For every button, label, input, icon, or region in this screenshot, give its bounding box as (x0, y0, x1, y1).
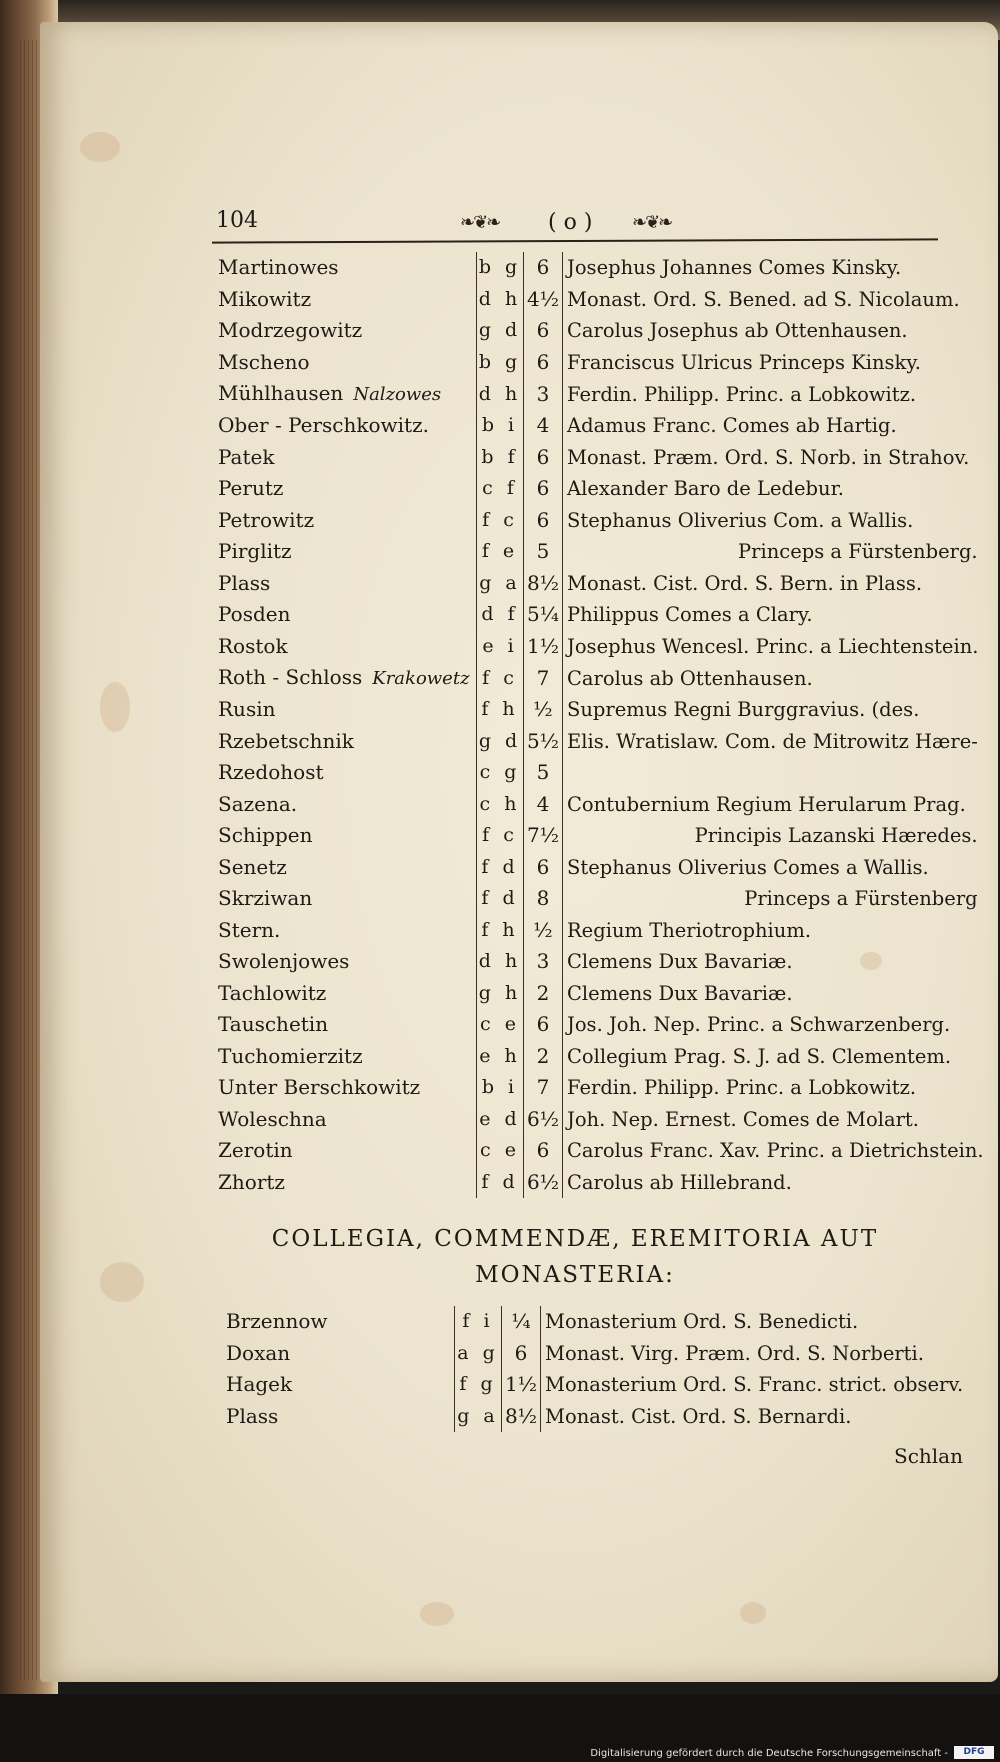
map-code: b i (477, 1072, 524, 1104)
place-name-text: Tuchomierzitz (218, 1043, 363, 1068)
distance-value: 4½ (524, 284, 563, 316)
owner-name: Monast. Præm. Ord. S. Norb. in Strahov. (567, 445, 970, 469)
table-row (214, 378, 984, 410)
map-code: f i (455, 1306, 502, 1338)
monasteries-table (222, 1306, 963, 1432)
place-name-text: Rostok (218, 633, 288, 658)
register-table (214, 252, 984, 1198)
place-name: Doxan (226, 1340, 291, 1365)
table-row (222, 1338, 963, 1370)
place-name-text: Perutz (218, 476, 284, 501)
table-row (214, 347, 984, 379)
distance-value: 6 (524, 252, 563, 284)
place-name-text: Skrziwan (218, 886, 313, 911)
map-code: e h (477, 1041, 524, 1073)
distance-value: 8½ (502, 1401, 541, 1433)
owner-name: Josephus Johannes Comes Kinsky. (567, 256, 902, 280)
map-code: b f (477, 442, 524, 474)
place-name (214, 568, 477, 600)
owner-name: Carolus ab Ottenhausen. (567, 666, 813, 690)
owner-name: Josephus Wencesl. Princ. a Liechtenstein. (567, 634, 979, 658)
owner-name: Carolus Franc. Xav. Princ. a Dietrichstein. (567, 1139, 984, 1163)
header-mark: ( o ) (548, 210, 593, 235)
map-code: c e (477, 1009, 524, 1041)
place-name (214, 726, 477, 758)
distance-value: 1½ (502, 1369, 541, 1401)
place-name (214, 410, 477, 442)
place-name: Brzennow (226, 1309, 328, 1334)
table-row (214, 315, 984, 347)
table-row (214, 946, 984, 978)
place-name-text: Mikowitz (218, 286, 312, 311)
place-name (214, 883, 477, 915)
table-row (214, 473, 984, 505)
distance-value: 6 (524, 1135, 563, 1167)
place-name (214, 852, 477, 884)
map-code: f c (477, 505, 524, 537)
distance-value: 7 (524, 662, 563, 694)
place-name-text: Zerotin (218, 1138, 293, 1163)
place-name-text: Roth - Schloss (218, 665, 363, 689)
distance-value: 6 (524, 473, 563, 505)
place-name: Plass (226, 1403, 279, 1428)
map-code: d h (477, 378, 524, 410)
dfg-logo: DFG (954, 1746, 994, 1759)
place-name (214, 1135, 477, 1167)
section-title-line1: COLLEGIA, COMMENDÆ, EREMITORIA AUT (271, 1226, 879, 1252)
place-name-text: Rzebetschnik (218, 728, 354, 753)
distance-value: 6½ (524, 1104, 563, 1136)
place-name (214, 978, 477, 1010)
catchword: Schlan (894, 1444, 963, 1468)
place-name (214, 946, 477, 978)
place-name (214, 284, 477, 316)
distance-value: 6 (524, 1009, 563, 1041)
place-name-text: Ober - Perschkowitz. (218, 413, 429, 438)
map-code: d h (477, 946, 524, 978)
owner-name: Stephanus Oliverius Com. a Wallis. (567, 508, 914, 532)
table-row (214, 726, 984, 758)
distance-value: 4 (524, 410, 563, 442)
place-name-text: Tachlowitz (218, 980, 327, 1005)
place-name-text: Zhortz (218, 1169, 285, 1194)
place-name (214, 1041, 477, 1073)
table-row (214, 599, 984, 631)
map-code: g d (477, 315, 524, 347)
map-code: f h (477, 694, 524, 726)
place-name (214, 757, 477, 789)
place-name (214, 1104, 477, 1136)
owner-name: Clemens Dux Bavariæ. (567, 950, 793, 974)
owner-name: Carolus ab Hillebrand. (567, 1170, 792, 1194)
distance-value: ½ (524, 694, 563, 726)
distance-value: 8½ (524, 568, 563, 600)
place-name (214, 473, 477, 505)
distance-value: 6½ (524, 1167, 563, 1199)
owner-name: Ferdin. Philipp. Princ. a Lobkowitz. (567, 382, 917, 406)
dfg-credit: Digitalisierung gefördert durch die Deutsche Forschungsgemeinschaft - (590, 1748, 948, 1759)
map-code: c e (477, 1135, 524, 1167)
map-code: f e (477, 536, 524, 568)
table-row (214, 505, 984, 537)
distance-value: 2 (524, 978, 563, 1010)
place-name (214, 315, 477, 347)
owner-name: Elis. Wratislaw. Com. de Mitrowitz Hære- (567, 729, 978, 753)
place-name-text: Unter Berschkowitz (218, 1075, 421, 1100)
place-name-text: Plass (218, 570, 271, 595)
place-name-text: Sazena. (218, 791, 298, 816)
table-row (222, 1401, 963, 1433)
place-name-text: Tauschetin (218, 1012, 329, 1037)
distance-value: 7½ (524, 820, 563, 852)
distance-value: 7 (524, 1072, 563, 1104)
distance-value: 5¼ (524, 599, 563, 631)
map-code: c f (477, 473, 524, 505)
place-name (214, 1009, 477, 1041)
distance-value: ½ (524, 915, 563, 947)
owner-name: Contubernium Regium Herularum Prag. (567, 792, 966, 816)
table-row (222, 1306, 963, 1338)
distance-value: ¼ (502, 1306, 541, 1338)
section-title-line2: MONASTERIA: (475, 1262, 675, 1288)
place-alt-name: Nalzowes (353, 384, 442, 405)
owner-name (563, 757, 984, 789)
table-row (214, 915, 984, 947)
distance-value: 6 (502, 1338, 541, 1370)
distance-value: 6 (524, 852, 563, 884)
place-name-text: Posden (218, 602, 291, 627)
distance-value: 6 (524, 315, 563, 347)
map-code: c g (477, 757, 524, 789)
place-name (214, 347, 477, 379)
table-row (214, 694, 984, 726)
table-row (214, 1167, 984, 1199)
distance-value: 5 (524, 536, 563, 568)
map-code: f h (477, 915, 524, 947)
owner-name: Monast. Cist. Ord. S. Bernardi. (545, 1404, 852, 1428)
table-row (214, 852, 984, 884)
place-name (214, 694, 477, 726)
table-row (214, 789, 984, 821)
place-name-text: Mscheno (218, 349, 310, 374)
owner-name: Principis Lazanski Hæredes. (694, 824, 978, 848)
header-ornament-right: ❧❦❧ (632, 212, 672, 233)
owner-name: Stephanus Oliverius Comes a Wallis. (567, 855, 929, 879)
map-code: d h (477, 284, 524, 316)
place-name-text: Pirglitz (218, 539, 292, 564)
owner-name: Clemens Dux Bavariæ. (567, 981, 793, 1005)
owner-name: Alexander Baro de Ledebur. (567, 477, 844, 501)
place-name-text: Senetz (218, 854, 287, 879)
place-name-text: Rusin (218, 697, 276, 722)
table-row (214, 442, 984, 474)
place-name (214, 505, 477, 537)
map-code: a g (455, 1338, 502, 1370)
map-code: c h (477, 789, 524, 821)
owner-name: Monasterium Ord. S. Benedicti. (545, 1310, 859, 1334)
map-code: f d (477, 883, 524, 915)
place-name-text: Petrowitz (218, 507, 315, 532)
place-name-text: Martinowes (218, 255, 339, 280)
table-row (214, 820, 984, 852)
page-number: 104 (216, 208, 258, 233)
table-row (214, 978, 984, 1010)
table-row (214, 568, 984, 600)
owner-name: Joh. Nep. Ernest. Comes de Molart. (567, 1107, 919, 1131)
table-row (214, 757, 984, 789)
table-row (214, 883, 984, 915)
place-name (214, 789, 477, 821)
distance-value: 6 (524, 505, 563, 537)
map-code: g a (455, 1401, 502, 1433)
owner-name: Franciscus Ulricus Princeps Kinsky. (567, 350, 921, 374)
distance-value: 4 (524, 789, 563, 821)
map-code: g h (477, 978, 524, 1010)
table-row (214, 536, 984, 568)
place-name (214, 378, 477, 410)
table-row (214, 1135, 984, 1167)
distance-value: 6 (524, 442, 563, 474)
owner-name: Monast. Cist. Ord. S. Bern. in Plass. (567, 571, 923, 595)
table-row (214, 1104, 984, 1136)
place-name (214, 1072, 477, 1104)
place-name: Hagek (226, 1372, 293, 1397)
table-row (214, 1009, 984, 1041)
map-code: f d (477, 852, 524, 884)
table-row (214, 252, 984, 284)
distance-value: 8 (524, 883, 563, 915)
owner-name: Princeps a Fürstenberg. (738, 540, 978, 564)
place-name-text: Modrzegowitz (218, 318, 363, 343)
map-code: e d (477, 1104, 524, 1136)
table-row (222, 1369, 963, 1401)
owner-name: Adamus Franc. Comes ab Hartig. (567, 414, 897, 438)
distance-value: 3 (524, 946, 563, 978)
place-name (214, 252, 477, 284)
distance-value: 3 (524, 378, 563, 410)
owner-name: Jos. Joh. Nep. Princ. a Schwarzenberg. (567, 1013, 951, 1037)
owner-name: Carolus Josephus ab Ottenhausen. (567, 319, 908, 343)
map-code: f c (477, 820, 524, 852)
place-name-text: Schippen (218, 823, 313, 848)
place-alt-name: Krakowetz (372, 668, 470, 689)
distance-value: 6 (524, 347, 563, 379)
owner-name: Collegium Prag. S. J. ad S. Clementem. (567, 1044, 952, 1068)
map-code: f d (477, 1167, 524, 1199)
table-row (214, 410, 984, 442)
map-code: g d (477, 726, 524, 758)
map-code: f c (477, 662, 524, 694)
place-name-text: Swolenjowes (218, 949, 350, 974)
place-name (214, 915, 477, 947)
owner-name: Ferdin. Philipp. Princ. a Lobkowitz. (567, 1076, 917, 1100)
place-name-text: Patek (218, 444, 275, 469)
distance-value: 5 (524, 757, 563, 789)
place-name-text: Stern. (218, 917, 281, 942)
place-name (214, 536, 477, 568)
owner-name: Princeps a Fürstenberg (744, 887, 978, 911)
map-code: d f (477, 599, 524, 631)
header-ornament-left: ❧❦❧ (460, 212, 500, 233)
owner-name: Philippus Comes a Clary. (567, 603, 813, 627)
place-name (214, 599, 477, 631)
distance-value: 1½ (524, 631, 563, 663)
map-code: f g (455, 1369, 502, 1401)
place-name (214, 820, 477, 852)
table-row (214, 1072, 984, 1104)
place-name (214, 631, 477, 663)
distance-value: 2 (524, 1041, 563, 1073)
table-row (214, 631, 984, 663)
place-name (214, 442, 477, 474)
map-code: b i (477, 410, 524, 442)
table-row (214, 1041, 984, 1073)
owner-name: Monast. Ord. S. Bened. ad S. Nicolaum. (567, 287, 960, 311)
owner-name: Monasterium Ord. S. Franc. strict. observ. (545, 1373, 964, 1397)
owner-name: Regium Theriotrophium. (567, 918, 812, 942)
map-code: b g (477, 347, 524, 379)
place-name (214, 662, 477, 694)
map-code: g a (477, 568, 524, 600)
map-code: b g (477, 252, 524, 284)
place-name-text: Rzedohost (218, 760, 324, 785)
place-name-text: Mühlhausen (218, 381, 344, 405)
owner-name: Monast. Virg. Præm. Ord. S. Norberti. (545, 1341, 924, 1365)
table-row (214, 662, 984, 694)
distance-value: 5½ (524, 726, 563, 758)
place-name-text: Woleschna (218, 1106, 327, 1131)
place-name (214, 1167, 477, 1199)
table-row (214, 284, 984, 316)
map-code: e i (477, 631, 524, 663)
owner-name: Supremus Regni Burggravius. (des. (567, 698, 920, 722)
